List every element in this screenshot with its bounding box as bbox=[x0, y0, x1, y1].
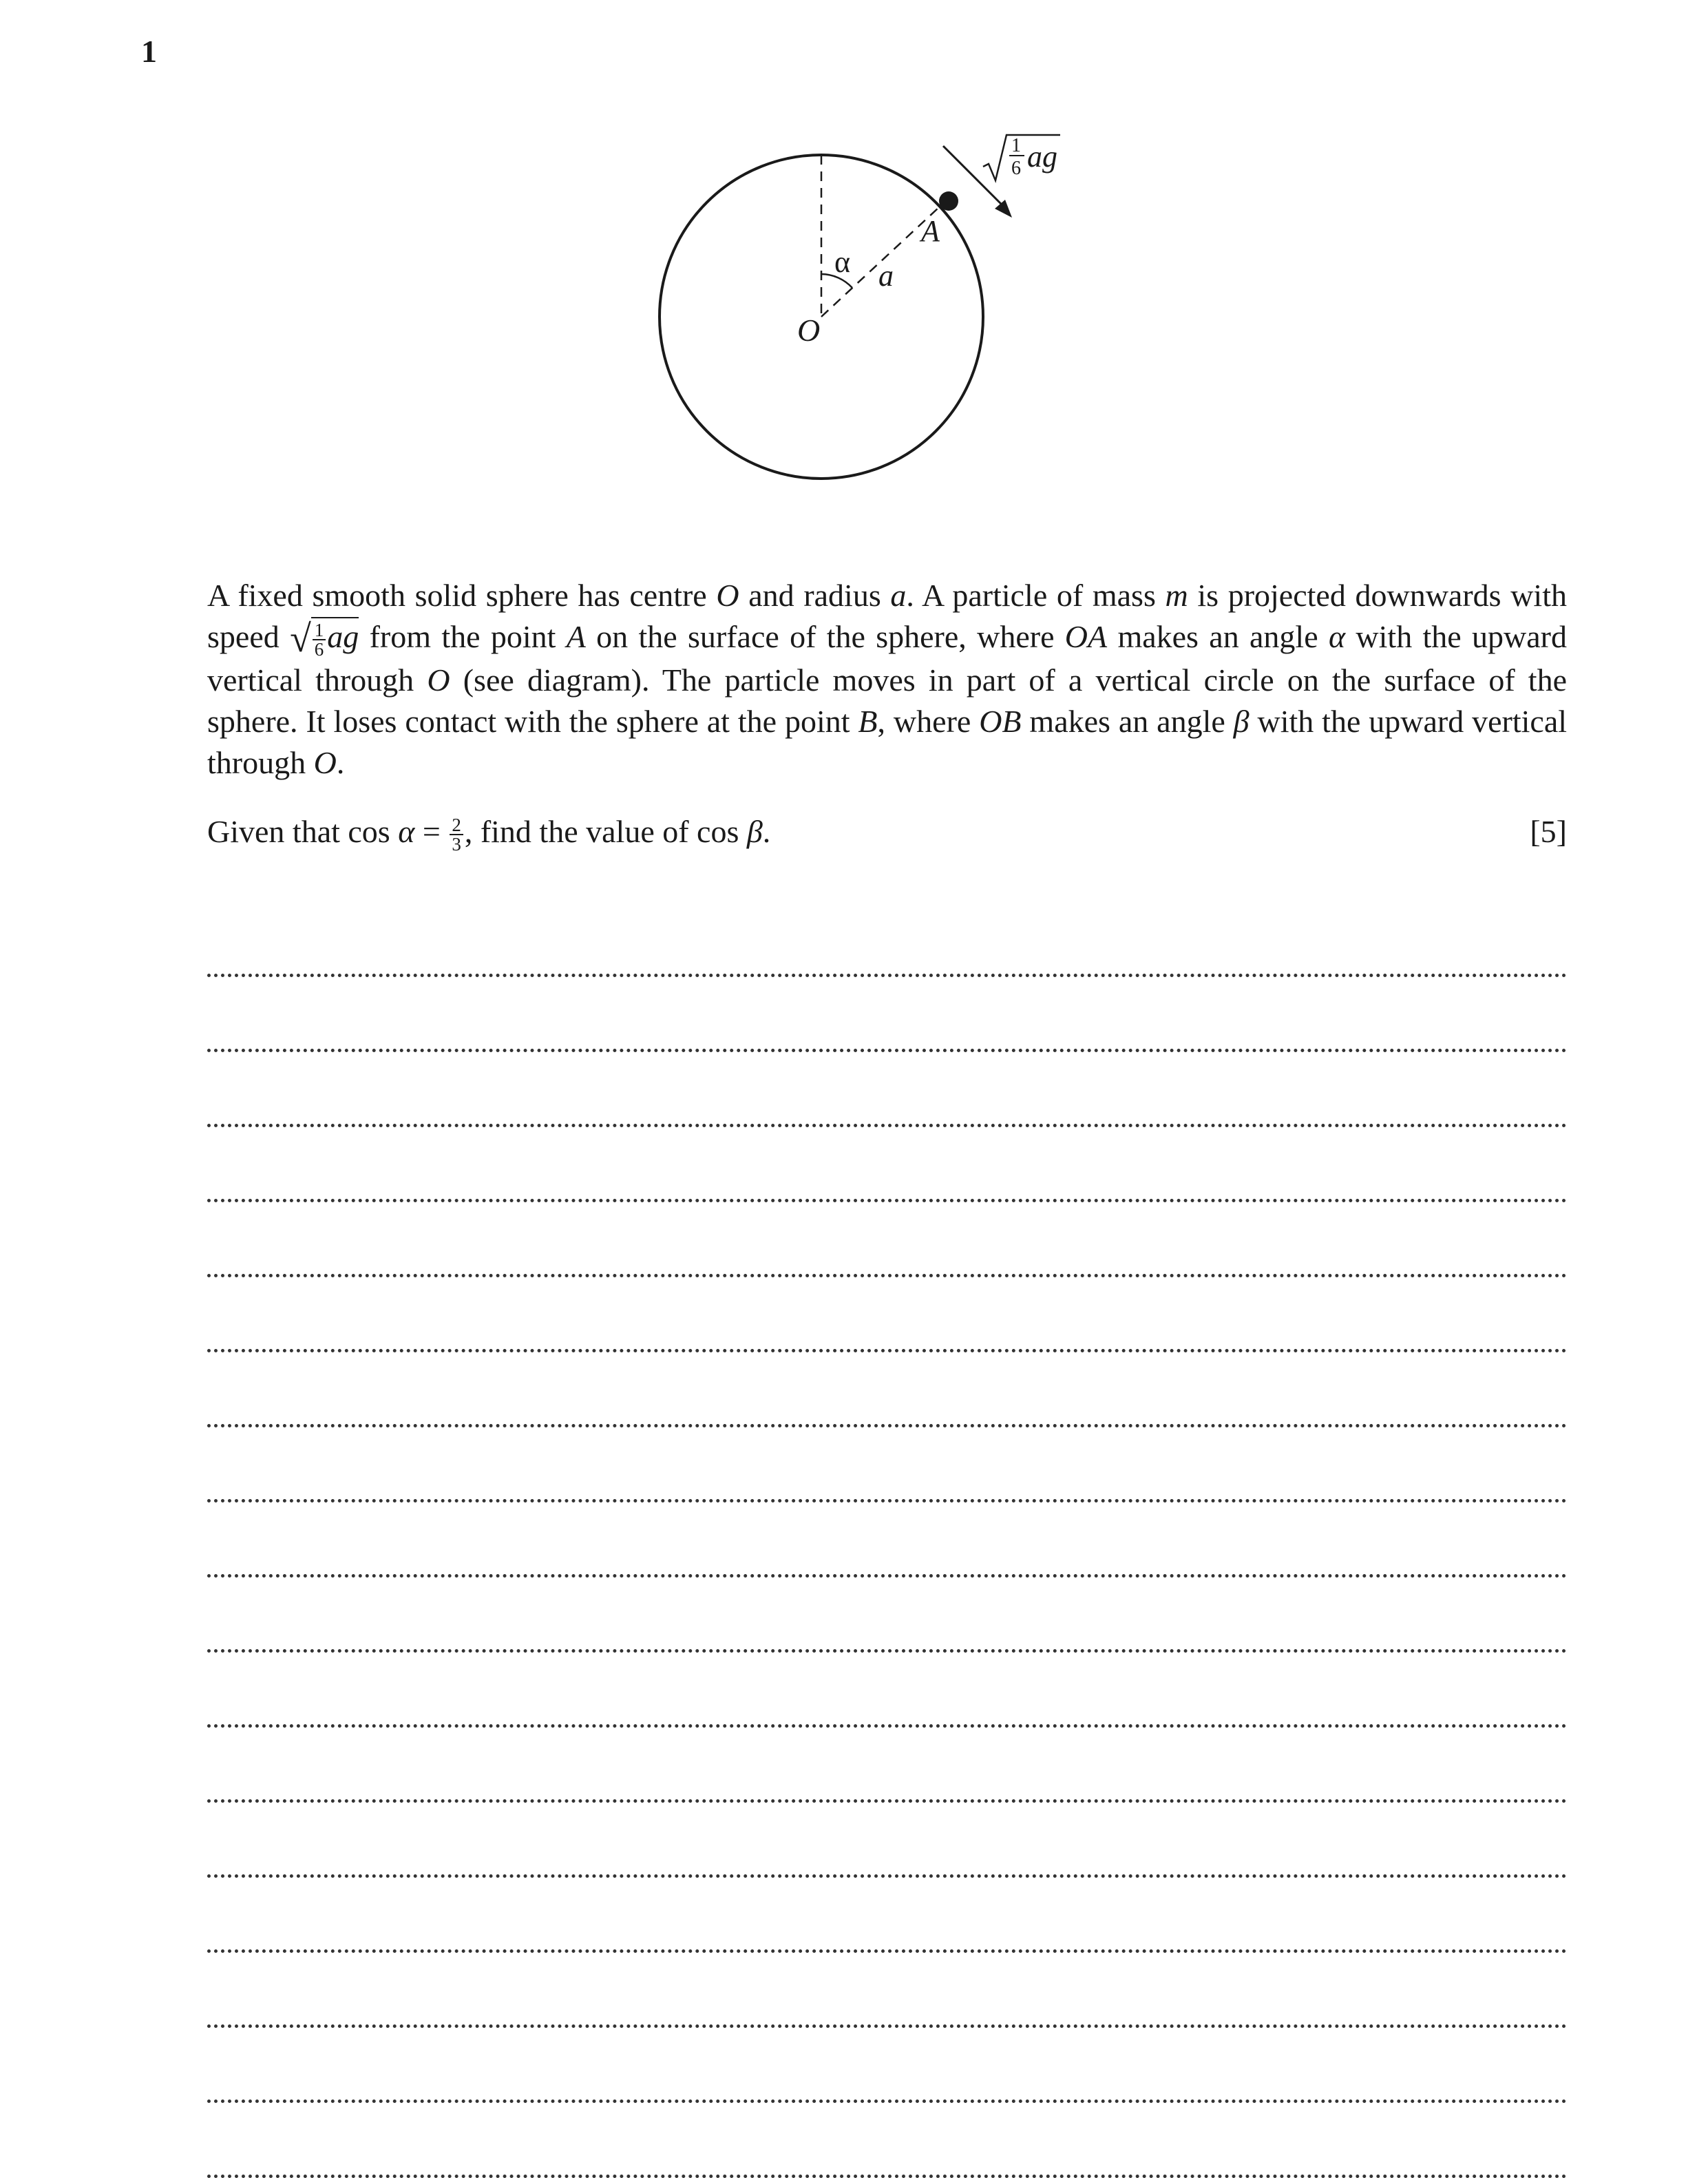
var-beta: β bbox=[1233, 704, 1250, 739]
answer-line[interactable] bbox=[207, 2103, 1567, 2178]
var-alpha: α bbox=[1328, 619, 1346, 654]
particle-dot bbox=[939, 191, 958, 211]
var-ag: ag bbox=[327, 619, 359, 654]
sphere-diagram bbox=[620, 103, 1115, 503]
var-o: O bbox=[313, 745, 337, 780]
answer-line[interactable] bbox=[207, 902, 1567, 977]
var-alpha: α bbox=[398, 814, 415, 849]
answer-line[interactable] bbox=[207, 1803, 1567, 1878]
answer-line[interactable] bbox=[207, 1578, 1567, 1653]
var-a-point: A bbox=[566, 619, 586, 654]
text-part: = bbox=[414, 814, 449, 849]
var-b: B bbox=[858, 704, 878, 739]
var-o: O bbox=[716, 578, 739, 613]
fraction-denominator: 3 bbox=[452, 834, 461, 855]
label-a-radius: a bbox=[878, 259, 894, 293]
text-part: , find the value of cos bbox=[464, 814, 747, 849]
answer-line[interactable] bbox=[207, 1502, 1567, 1578]
var-oa: OA bbox=[1064, 619, 1108, 654]
answer-line[interactable] bbox=[207, 1878, 1567, 1953]
fraction bbox=[313, 621, 326, 658]
speed-frac-num: 1 bbox=[1011, 135, 1021, 156]
answer-line[interactable] bbox=[207, 1653, 1567, 1728]
answer-line[interactable] bbox=[207, 1352, 1567, 1427]
radicand bbox=[311, 617, 359, 660]
text-part: and radius bbox=[739, 578, 891, 613]
fraction-denominator: 6 bbox=[314, 639, 324, 660]
question-prompt bbox=[207, 811, 1567, 853]
answer-area[interactable] bbox=[207, 902, 1567, 2178]
var-a: a bbox=[890, 578, 907, 613]
text-part: on the surface of the sphere, where bbox=[585, 619, 1065, 654]
speed-label bbox=[983, 135, 1060, 180]
fraction-numerator: 2 bbox=[450, 816, 463, 835]
fraction-numerator: 1 bbox=[313, 621, 326, 640]
text-part: . bbox=[762, 814, 771, 849]
text-part: with the upward vertical through bbox=[207, 619, 1567, 698]
var-beta: β bbox=[746, 814, 763, 849]
speed-var: ag bbox=[1027, 140, 1057, 174]
text-part: Given that cos bbox=[207, 814, 399, 849]
text-part: from the point bbox=[359, 619, 567, 654]
radical-sign: √ bbox=[290, 618, 311, 660]
answer-line[interactable] bbox=[207, 1427, 1567, 1502]
var-o: O bbox=[427, 662, 450, 698]
text-part: . A particle of mass bbox=[906, 578, 1166, 613]
answer-line[interactable] bbox=[207, 1127, 1567, 1202]
text-part: makes an angle bbox=[1107, 619, 1329, 654]
answer-line[interactable] bbox=[207, 2028, 1567, 2103]
text-part: with the upward vertical through bbox=[207, 704, 1568, 780]
label-a-point: A bbox=[921, 214, 940, 248]
text-part: . bbox=[336, 745, 345, 780]
speed-frac-den: 6 bbox=[1011, 158, 1021, 179]
answer-line[interactable] bbox=[207, 1202, 1567, 1277]
text-part: , where bbox=[877, 704, 980, 739]
speed-expression bbox=[290, 618, 359, 660]
text-part: is projected downwards with speed bbox=[207, 578, 1567, 654]
answer-line[interactable] bbox=[207, 977, 1567, 1052]
text-part: A fixed smooth solid sphere has centre bbox=[207, 578, 717, 613]
var-ob: OB bbox=[979, 704, 1022, 739]
fraction bbox=[450, 816, 463, 853]
text-part: (see diagram). The particle moves in part of a vertical circle on the surface of the sphere. It loses contact with the sphere at the point bbox=[207, 662, 1567, 739]
question-number: 1 bbox=[141, 34, 157, 69]
label-o: O bbox=[797, 313, 821, 348]
question-text bbox=[207, 575, 1567, 784]
var-m: m bbox=[1165, 578, 1188, 613]
answer-line[interactable] bbox=[207, 1728, 1567, 1803]
answer-line[interactable] bbox=[207, 1277, 1567, 1352]
answer-line[interactable] bbox=[207, 1052, 1567, 1127]
velocity-arrow-head bbox=[995, 200, 1012, 218]
answer-line[interactable] bbox=[207, 1953, 1567, 2028]
marks-label: [5] bbox=[1530, 814, 1567, 849]
text-part: makes an angle bbox=[1021, 704, 1234, 739]
label-alpha: α bbox=[834, 245, 851, 279]
